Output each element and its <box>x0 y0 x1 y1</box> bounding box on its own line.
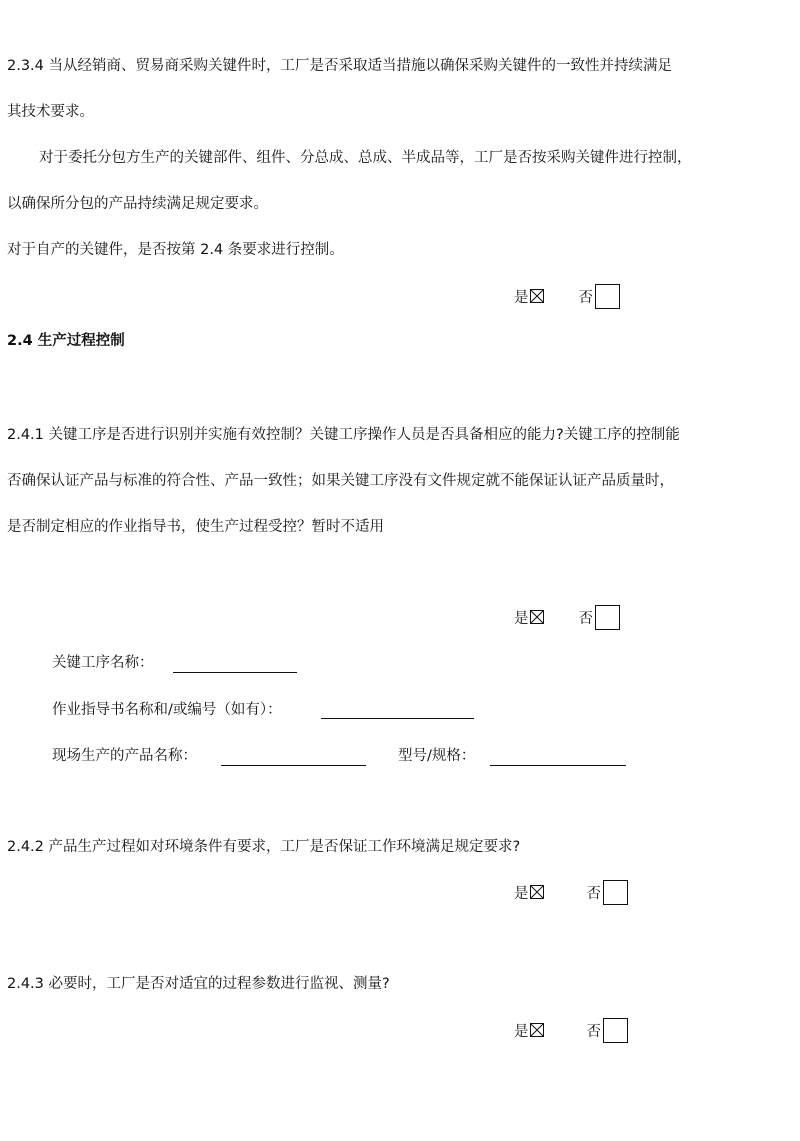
x-mark-icon <box>531 290 543 302</box>
clause-2-3-4-line5: 对于自产的关键件，是否按第 2.4 条要求进行控制。 <box>7 242 344 258</box>
x-mark-icon <box>531 611 543 623</box>
yes-checkbox-checked[interactable] <box>530 885 544 899</box>
no-label: 否 <box>578 289 593 306</box>
product-name-label: 现场生产的产品名称： <box>52 748 197 764</box>
section-2-4-heading: 2.4 生产过程控制 <box>7 333 125 349</box>
product-name-field[interactable] <box>221 765 366 766</box>
process-name-label: 关键工序名称： <box>52 655 154 671</box>
instruction-field[interactable] <box>321 718 474 719</box>
clause-2-3-4-line2: 其技术要求。 <box>7 104 94 120</box>
model-label: 型号/规格： <box>398 748 476 764</box>
clause-2-4-2-line1: 2.4.2 产品生产过程如对环境条件有要求，工厂是否保证工作环境满足规定要求? <box>7 839 521 855</box>
clause-2-4-1-line3: 是否制定相应的作业指导书，使生产过程受控？暂时不适用 <box>7 519 384 535</box>
yes-checkbox-checked[interactable] <box>530 289 544 303</box>
no-checkbox[interactable] <box>603 880 628 905</box>
clause-2-3-4-line3: 对于委托分包方生产的关键部件、组件、分总成、总成、半成品等，工厂是否按采购关键件进行控制， <box>39 150 692 166</box>
answer-2-4-2 <box>514 879 628 905</box>
process-name-field[interactable] <box>173 672 297 673</box>
answer-2-4-3 <box>514 1017 628 1043</box>
yes-label: 是 <box>514 610 529 627</box>
no-label: 否 <box>586 1023 601 1040</box>
yes-label: 是 <box>514 885 529 902</box>
model-field[interactable] <box>490 765 626 766</box>
x-mark-icon <box>531 1024 543 1036</box>
no-label: 否 <box>578 610 593 627</box>
yes-checkbox-checked[interactable] <box>530 1023 544 1037</box>
no-checkbox[interactable] <box>603 1018 628 1043</box>
clause-2-4-1-line2: 否确保认证产品与标准的符合性、产品一致性；如果关键工序没有文件规定就不能保证认证产品质量时， <box>7 473 674 489</box>
clause-2-3-4-line4: 以确保所分包的产品持续满足规定要求。 <box>7 196 268 212</box>
no-checkbox[interactable] <box>595 605 620 630</box>
clause-2-4-3-line1: 2.4.3 必要时，工厂是否对适宜的过程参数进行监视、测量? <box>7 976 390 992</box>
clause-2-3-4-line1: 2.3.4 当从经销商、贸易商采购关键件时，工厂是否采取适当措施以确保采购关键件的一致性并持续满足 <box>7 58 672 74</box>
answer-2-3-4 <box>514 283 620 309</box>
no-checkbox[interactable] <box>595 284 620 309</box>
instruction-label: 作业指导书名称和/或编号（如有）： <box>52 702 282 718</box>
yes-checkbox-checked[interactable] <box>530 610 544 624</box>
yes-label: 是 <box>514 1023 529 1040</box>
clause-2-4-1-line1: 2.4.1 关键工序是否进行识别并实施有效控制？关键工序操作人员是否具备相应的能力?关键工序的控制能 <box>7 427 680 443</box>
x-mark-icon <box>531 886 543 898</box>
yes-label: 是 <box>514 289 529 306</box>
answer-2-4-1 <box>514 604 620 630</box>
no-label: 否 <box>586 885 601 902</box>
